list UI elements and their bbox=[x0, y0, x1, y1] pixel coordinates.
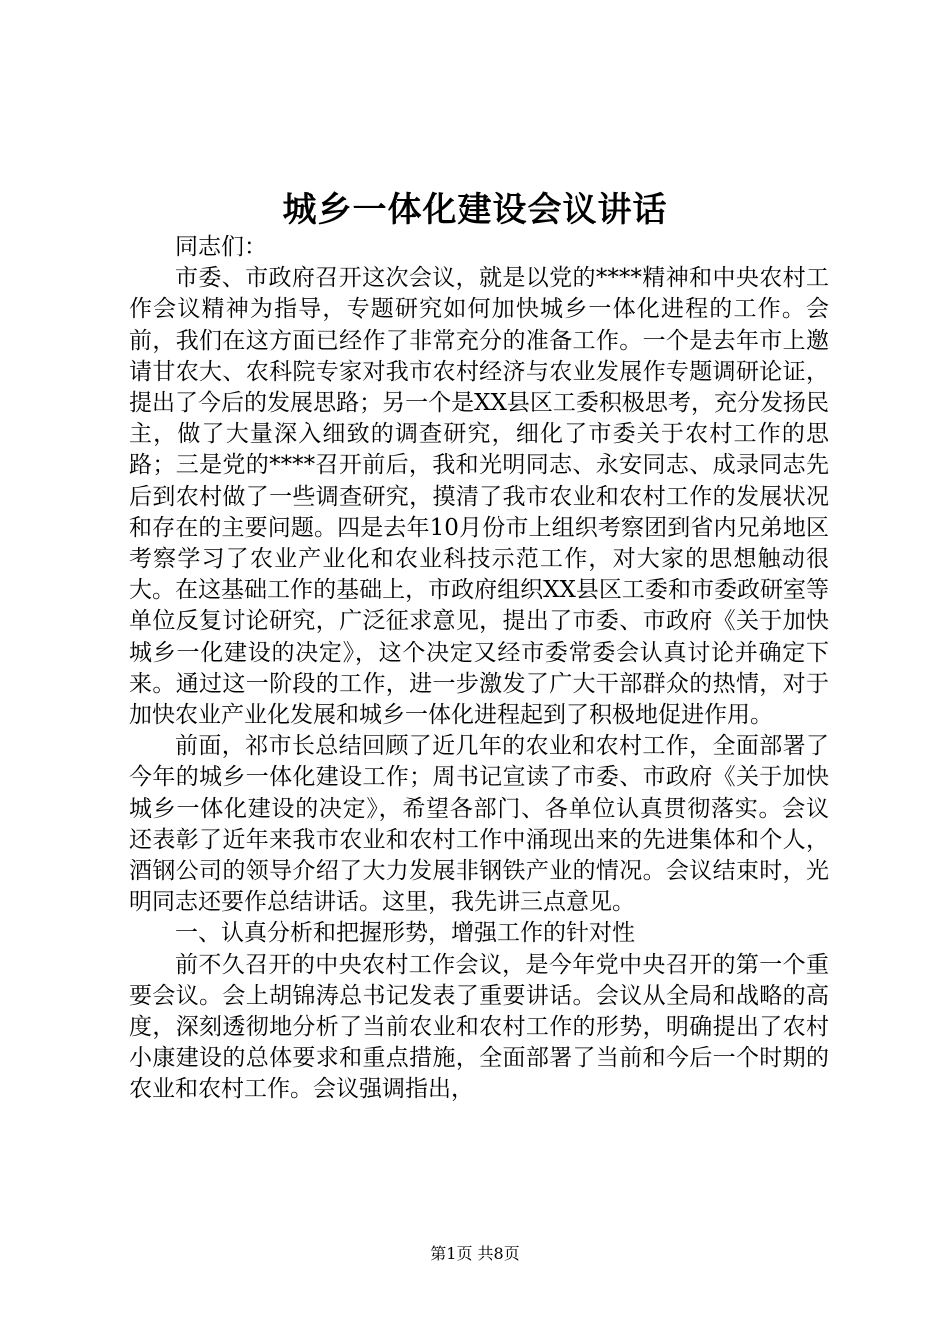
body-paragraph: 前不久召开的中央农村工作会议，是今年党中央召开的第一个重要会议。会上胡锦涛总书记发表了重要讲话。会议从全局和战略的高度，深刻透彻地分析了当前农业和农村工作的形势，明确提出了农村小康建设的总体要求和重点措施，全面部署了当前和今后一个时期的农业和农村工作。会议强调指出， bbox=[129, 951, 829, 1103]
document-title: 城乡一体化建设会议讲话 bbox=[282, 190, 668, 230]
page-number-footer: 第1页 共8页 bbox=[430, 1244, 520, 1263]
document-body bbox=[129, 232, 829, 1106]
salutation-paragraph: 同志们： bbox=[175, 234, 267, 260]
section-heading: 一、认真分析和把握形势，增强工作的针对性 bbox=[175, 920, 635, 947]
body-paragraph: 前面，祁市长总结回顾了近几年的农业和农村工作，全面部署了今年的城乡一体化建设工作；周书记宣读了市委、市政府《关于加快城乡一体化建设的决定》，希望各部门、各单位认真贯彻落实。会议还表彰了近年来我市农业和农村工作中涌现出来的先进集体和个人，酒钢公司的领导介绍了大力发展非钢铁产业的情况。会议结束时，光明同志还要作总结讲话。这里，我先讲三点意见。 bbox=[129, 733, 829, 916]
body-paragraph: 市委、市政府召开这次会议，就是以党的****精神和中央农村工作会议精神为指导，专题研究如何加快城乡一体化进程的工作。会前，我们在这方面已经作了非常充分的准备工作。一个是去年市上邀请甘农大、农科院专家对我市农村经济与农业发展作专题调研论证，提出了今后的发展思路；另一个是XX县区工委积极思考，充分发扬民主，做了大量深入细致的调查研究，细化了市委关于农村工作的思路；三是党的****召开前后，我和光明同志、永安同志、成录同志先后到农村做了一些调查研究，摸清了我市农业和农村工作的发展状况和存在的主要问题。四是去年10月份市上组织考察团到省内兄弟地区考察学习了农业产业化和农业科技示范工作，对大家的思想触动很大。在这基础工作的基础上，市政府组织XX县区工委和市委政研室等单位反复讨论研究，广泛征求意见，提出了市委、市政府《关于加快城乡一化建设的决定》，这个决定又经市委常委会认真讨论并确定下来。通过这一阶段的工作，进一步激发了广大干部群众的热情，对于加快农业产业化发展和城乡一体化进程起到了积极地促进作用。 bbox=[129, 265, 829, 729]
